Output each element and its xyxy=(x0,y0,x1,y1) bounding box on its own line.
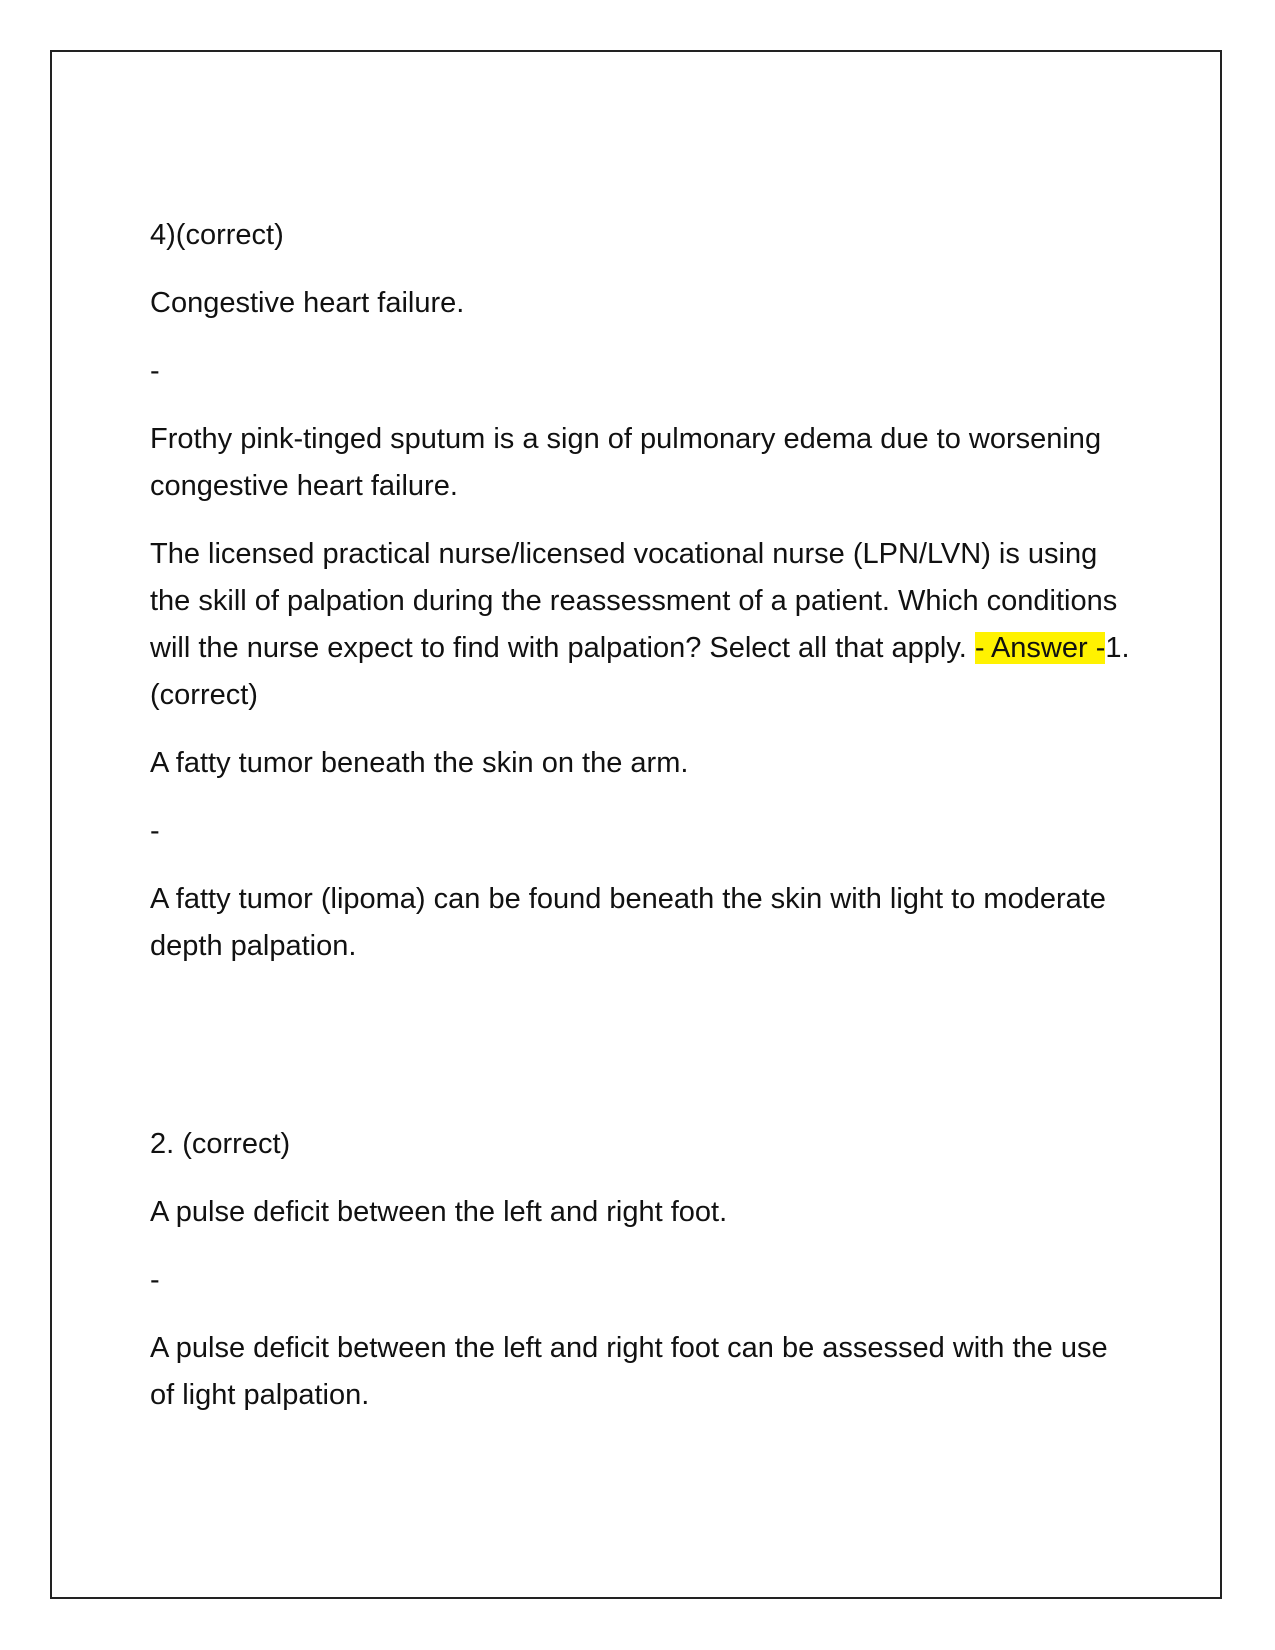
option-text: Congestive heart failure. xyxy=(150,287,465,319)
option-text: A fatty tumor beneath the skin on the arm. xyxy=(150,747,689,779)
question-paragraph xyxy=(150,531,1130,719)
blank-space xyxy=(150,991,1130,1121)
document-body xyxy=(150,212,1130,1440)
rationale-text: Frothy pink-tinged sputum is a sign of pulmonary edema due to worsening congestive heart failure. xyxy=(150,423,1102,502)
question-text: The licensed practical nurse/licensed vocational nurse (LPN/LVN) is using the skill of palpation during the reassessment of a patient. Which conditions will the nurse expect to find with palpation? Select all that apply. xyxy=(150,538,1118,664)
option-label: 2. (correct) xyxy=(150,1128,291,1160)
rationale-text: A fatty tumor (lipoma) can be found beneath the skin with light to moderate depth palpation. xyxy=(150,883,1106,962)
rationale-text: A pulse deficit between the left and right foot can be assessed with the use of light palpation. xyxy=(150,1332,1108,1411)
separator: - xyxy=(150,355,160,387)
answer-marker-highlight: - Answer - xyxy=(974,632,1106,664)
option-label: 4)(correct) xyxy=(150,219,284,251)
separator: - xyxy=(150,815,160,847)
separator: - xyxy=(150,1264,160,1296)
option-text: A pulse deficit between the left and right foot. xyxy=(150,1196,728,1228)
first-option-label: 1.(correct) xyxy=(150,632,1130,711)
